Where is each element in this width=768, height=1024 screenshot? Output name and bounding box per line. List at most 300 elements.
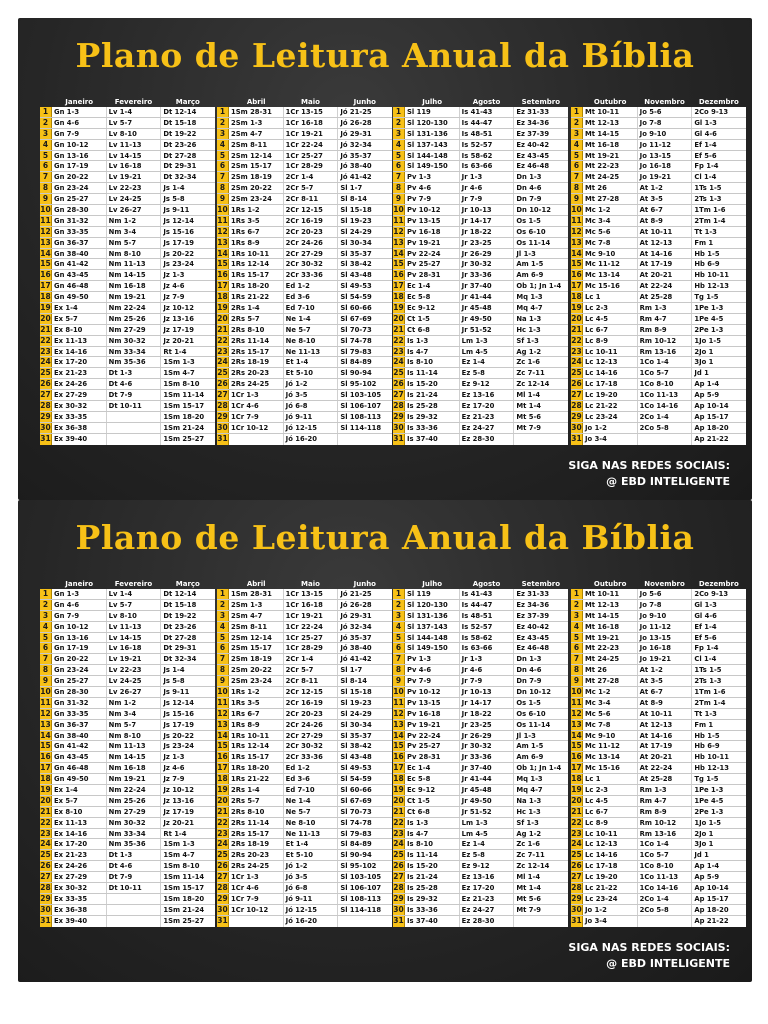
reading-cell: Jo 1-2 <box>583 423 638 433</box>
reading-cell: Mt 10-11 <box>583 107 638 117</box>
reading-cell: Sl 90-94 <box>340 851 372 860</box>
reading-cell: Pv 19-21 <box>405 238 460 248</box>
reading-cell: 1Rs 3-5 <box>229 698 284 708</box>
reading-cell: Sl 60-66 <box>340 786 372 795</box>
reading-cell: Is 21-24 <box>405 390 460 400</box>
day-number: 17 <box>217 763 228 773</box>
reading-cell: Sl 144-148 <box>405 633 460 643</box>
table-row <box>217 434 392 445</box>
reading-cell: Jd 1 <box>694 369 709 378</box>
reading-cell: Jl 1-3 <box>516 731 536 740</box>
day-number: 2 <box>40 118 52 128</box>
reading-cell: Os 1-5 <box>516 216 541 225</box>
table-row <box>217 216 392 227</box>
table-row <box>393 107 568 118</box>
day-number: 4 <box>571 140 583 150</box>
reading-cell: 2Pe 1-3 <box>694 807 724 816</box>
table-row <box>393 357 568 368</box>
reading-cell: Dt 1-3 <box>107 850 162 860</box>
day-number: 21 <box>217 324 228 334</box>
day-number: 30 <box>40 904 51 914</box>
reading-cell: Jo 7-8 <box>638 118 693 128</box>
reading-cell: Ez 31-33 <box>516 590 550 598</box>
reading-cell: Mt 26 <box>583 665 638 675</box>
reading-cell: Mc 7-8 <box>583 720 638 730</box>
month-header-row <box>217 98 392 107</box>
reading-cell: Sl 70-73 <box>340 325 372 334</box>
day-number: 25 <box>571 850 582 860</box>
reading-cell: Sl 114-118 <box>340 905 382 914</box>
month-header: Maio <box>301 580 320 588</box>
day-number: 26 <box>393 379 404 389</box>
day-number: 18 <box>217 292 228 302</box>
day-number: 8 <box>393 183 405 193</box>
table-row <box>393 807 568 818</box>
day-number: 13 <box>393 237 404 247</box>
reading-cell: Lv 19-21 <box>107 654 162 664</box>
reading-cell: Sl 74-78 <box>340 336 372 345</box>
table-row <box>393 423 568 434</box>
month-header: Outubro <box>593 98 627 106</box>
reading-cell: 2Cr 5-7 <box>284 183 339 193</box>
day-number: 30 <box>217 904 228 914</box>
table-row <box>571 731 746 742</box>
table-row <box>571 194 746 205</box>
reading-cell: At 10-11 <box>638 709 693 719</box>
reading-cell: Gn 36-37 <box>52 720 107 730</box>
table-row <box>40 698 215 709</box>
day-number: 12 <box>40 226 51 236</box>
day-number: 21 <box>217 806 228 816</box>
reading-cell <box>107 916 162 927</box>
day-number: 14 <box>40 730 51 740</box>
reading-cell: 2Rs 20-23 <box>229 850 284 860</box>
day-number: 26 <box>393 861 404 871</box>
reading-cell: Lv 16-18 <box>107 643 162 653</box>
table-row <box>40 227 215 238</box>
reading-cell: Is 58-62 <box>460 151 515 161</box>
table-row <box>571 916 746 927</box>
reading-cell: Ne 8-10 <box>284 818 339 828</box>
reading-cell: Is 8-10 <box>405 839 460 849</box>
reading-cell: Hb 12-13 <box>694 764 730 773</box>
day-number: 12 <box>393 226 404 236</box>
reading-cell: Jr 49-50 <box>460 314 515 324</box>
reading-cell: Ne 8-10 <box>284 336 339 346</box>
reading-cell: 1Co 8-10 <box>638 379 693 389</box>
reading-cell: Ap 5-9 <box>694 391 720 400</box>
table-row <box>393 731 568 742</box>
reading-cell: Dt 27-28 <box>163 151 197 160</box>
reading-cell: Jó 16-20 <box>284 916 339 927</box>
day-number: 6 <box>217 643 229 653</box>
reading-cell: Nm 22-24 <box>107 785 162 795</box>
reading-table <box>217 589 392 927</box>
table-row <box>393 140 568 151</box>
day-number: 11 <box>393 215 404 225</box>
reading-cell: Lv 22-23 <box>107 665 162 675</box>
table-row <box>393 709 568 720</box>
day-number: 28 <box>393 883 404 893</box>
table-row <box>571 622 746 633</box>
day-number: 25 <box>40 368 51 378</box>
day-number: 22 <box>393 335 404 345</box>
reading-cell: 1Sm 1-3 <box>163 358 195 367</box>
month-header: Fevereiro <box>114 580 153 588</box>
day-number: 28 <box>217 883 228 893</box>
reading-cell: Jó 1-2 <box>284 379 339 389</box>
table-row <box>40 720 215 731</box>
reading-cell: Gn 28-30 <box>52 205 107 215</box>
day-number: 19 <box>393 303 404 313</box>
reading-cell: Mt 7-9 <box>516 905 542 914</box>
day-number: 27 <box>393 390 404 400</box>
reading-cell: Jó 3-5 <box>284 872 339 882</box>
reading-cell: 2Cr 33-36 <box>284 270 339 280</box>
table-row <box>40 303 215 314</box>
reading-cell: Lc 8-9 <box>583 818 638 828</box>
table-row <box>217 227 392 238</box>
table-row <box>571 687 746 698</box>
reading-cell: Jó 35-37 <box>340 151 372 160</box>
day-number: 27 <box>571 390 582 400</box>
table-row <box>571 698 746 709</box>
month-header-row <box>571 580 746 589</box>
reading-cell: Mq 4-7 <box>516 304 543 313</box>
reading-cell: Ex 33-35 <box>52 412 107 422</box>
day-number: 10 <box>217 205 228 215</box>
reading-cell: Sf 1-3 <box>516 818 539 827</box>
reading-cell: Is 21-24 <box>405 872 460 882</box>
table-row <box>217 347 392 358</box>
reading-cell: Ap 15-17 <box>694 894 729 903</box>
reading-cell: Ap 21-22 <box>694 916 729 925</box>
reading-cell: Ec 1-4 <box>405 763 460 773</box>
reading-cell: Lm 4-5 <box>460 347 515 357</box>
day-number: 24 <box>393 357 404 367</box>
table-row <box>217 741 392 752</box>
reading-cell: 1Rs 1-2 <box>229 205 284 215</box>
table-row <box>393 205 568 216</box>
day-number: 27 <box>217 390 228 400</box>
social-handle: @ EBD INTELIGENTE <box>606 475 730 488</box>
reading-cell: 1Ts 1-5 <box>694 184 722 193</box>
day-number: 24 <box>571 357 582 367</box>
reading-cell: Dt 15-18 <box>163 600 197 609</box>
reading-cell: Sl 149-150 <box>405 643 460 653</box>
reading-cell: 2Cr 8-11 <box>284 676 339 686</box>
table-row <box>40 774 215 785</box>
table-row <box>571 905 746 916</box>
reading-cell: Ez 46-48 <box>516 644 550 653</box>
day-number: 27 <box>571 872 582 882</box>
table-row <box>571 140 746 151</box>
reading-cell: Lc 1 <box>583 774 638 784</box>
social-line-1: SIGA NAS REDES SOCIAIS: <box>568 941 730 954</box>
reading-cell: 1Sm 28-31 <box>229 589 284 599</box>
reading-cell: Ob 1; Jn 1-4 <box>516 764 562 773</box>
table-row <box>217 611 392 622</box>
table-row <box>571 390 746 401</box>
month-header: Janeiro <box>65 580 94 588</box>
table-row <box>40 905 215 916</box>
month-header-row <box>40 98 215 107</box>
reading-cell: Mc 11-12 <box>583 259 638 269</box>
reading-cell: Sl 24-29 <box>340 709 372 718</box>
reading-cell: Mc 15-16 <box>583 281 638 291</box>
reading-cell: Jr 18-22 <box>460 227 515 237</box>
reading-cell: Dt 12-14 <box>163 108 197 116</box>
table-row <box>393 633 568 644</box>
day-number: 23 <box>217 828 228 838</box>
reading-cell: Sl 67-69 <box>340 314 372 323</box>
reading-cell: Nm 5-7 <box>107 238 162 248</box>
day-number: 22 <box>40 817 51 827</box>
day-number: 16 <box>571 270 582 280</box>
reading-cell: Jr 45-48 <box>460 303 515 313</box>
reading-cell: Sl 106-107 <box>340 402 382 411</box>
reading-cell: Nm 19-21 <box>107 292 162 302</box>
day-number: 31 <box>571 433 582 443</box>
reading-cell: Js 17-19 <box>163 720 195 729</box>
table-row <box>217 259 392 270</box>
table-row <box>393 368 568 379</box>
day-number: 2 <box>217 600 229 610</box>
table-row <box>393 118 568 129</box>
day-number: 8 <box>40 183 52 193</box>
reading-cell: Jr 23-25 <box>460 720 515 730</box>
reading-cell: Ez 24-27 <box>460 905 515 915</box>
table-row <box>571 589 746 600</box>
table-row <box>393 412 568 423</box>
day-number: 23 <box>571 346 582 356</box>
reading-cell: Ez 40-42 <box>516 622 550 631</box>
table-row <box>217 709 392 720</box>
reading-cell: 1Sm 21-24 <box>163 423 205 432</box>
reading-cell: Ez 13-16 <box>460 390 515 400</box>
table-row <box>217 752 392 763</box>
table-row <box>40 829 215 840</box>
day-number: 19 <box>571 785 582 795</box>
day-number: 21 <box>393 806 404 816</box>
reading-cell: At 25-28 <box>638 292 693 302</box>
reading-cell: Jr 51-52 <box>460 325 515 335</box>
table-row <box>571 818 746 829</box>
reading-cell: Js 12-14 <box>163 216 195 225</box>
table-row <box>217 151 392 162</box>
table-row <box>217 357 392 368</box>
reading-cell: 2Tm 1-4 <box>694 698 726 707</box>
table-row <box>571 654 746 665</box>
day-number: 9 <box>217 194 229 204</box>
reading-cell: Sl 24-29 <box>340 227 372 236</box>
day-number: 8 <box>393 665 405 675</box>
reading-cell: Jz 7-9 <box>163 293 185 302</box>
reading-cell: Ap 1-4 <box>694 862 720 871</box>
day-number: 18 <box>40 292 51 302</box>
reading-cell: Sl 119 <box>405 589 460 599</box>
month-header: Maio <box>301 98 320 106</box>
reading-cell: At 14-16 <box>638 249 693 259</box>
reading-cell: 1Co 5-7 <box>638 850 693 860</box>
day-number: 15 <box>571 741 582 751</box>
reading-cell: Hb 10-11 <box>694 753 730 762</box>
social-line-1: SIGA NAS REDES SOCIAIS: <box>568 459 730 472</box>
reading-cell: Ex 17-20 <box>52 357 107 367</box>
day-number: 13 <box>217 237 228 247</box>
day-number: 7 <box>217 654 229 664</box>
reading-cell: 2Sm 18-19 <box>229 172 284 182</box>
table-row <box>571 238 746 249</box>
day-number: 31 <box>40 433 51 443</box>
reading-cell: Cl 1-4 <box>694 655 717 664</box>
reading-cell: Jr 37-40 <box>460 763 515 773</box>
day-number: 5 <box>40 151 52 161</box>
reading-cell: Pv 1-3 <box>405 654 460 664</box>
table-row <box>393 818 568 829</box>
reading-cell: Jo 19-21 <box>638 654 693 664</box>
reading-cell: Ex 8-10 <box>52 807 107 817</box>
day-number: 30 <box>571 422 582 432</box>
reading-cell: Pv 1-3 <box>405 172 460 182</box>
reading-table <box>40 589 215 927</box>
reading-cell: Mt 22-23 <box>583 643 638 653</box>
reading-cell: Lv 5-7 <box>107 118 162 128</box>
day-number: 18 <box>571 774 582 784</box>
table-row <box>217 850 392 861</box>
reading-cell: 1Rs 18-20 <box>229 281 284 291</box>
reading-cell: Mq 1-3 <box>516 775 543 784</box>
day-number: 17 <box>217 281 228 291</box>
reading-cell: Mt 14-15 <box>583 129 638 139</box>
reading-cell: Fp 1-4 <box>694 644 719 653</box>
table-row <box>40 401 215 412</box>
reading-cell: Gn 20-22 <box>52 654 107 664</box>
table-row <box>40 118 215 129</box>
month-header-row <box>217 580 392 589</box>
reading-cell: Jz 10-12 <box>163 786 194 795</box>
quarter-4 <box>571 98 746 445</box>
reading-cell: 1Sm 25-27 <box>163 434 205 443</box>
reading-cell: 1Co 1-4 <box>638 357 693 367</box>
reading-cell: Ez 34-36 <box>516 118 550 127</box>
reading-cell: Rm 1-3 <box>638 303 693 313</box>
reading-cell: Sl 67-69 <box>340 796 372 805</box>
reading-cell: At 8-9 <box>638 698 693 708</box>
day-number: 30 <box>217 422 228 432</box>
day-number: 22 <box>40 335 51 345</box>
reading-plan-card-bottom <box>18 500 752 982</box>
reading-cell: 2Ts 1-3 <box>694 195 722 204</box>
reading-cell: Ef 1-4 <box>694 622 717 631</box>
quarter-2 <box>217 98 392 445</box>
table-row <box>40 281 215 292</box>
reading-cell: Ez 43-45 <box>516 633 550 642</box>
reading-cell: 2Sm 20-22 <box>229 183 284 193</box>
reading-cell: Js 1-4 <box>163 184 185 193</box>
table-row <box>571 807 746 818</box>
reading-cell: Js 9-11 <box>163 688 190 697</box>
month-header: Julho <box>422 98 443 106</box>
reading-cell: Pv 25-27 <box>405 259 460 269</box>
reading-cell: 1Sm 18-20 <box>163 894 205 903</box>
reading-cell <box>107 412 162 422</box>
day-number: 16 <box>217 270 228 280</box>
day-number: 15 <box>40 741 51 751</box>
reading-cell: Sl 120-130 <box>405 118 460 128</box>
day-number: 15 <box>571 259 582 269</box>
reading-cell: Ap 15-17 <box>694 412 729 421</box>
month-header: Abril <box>246 580 266 588</box>
reading-cell: Mc 5-6 <box>583 227 638 237</box>
reading-cell: Dt 4-6 <box>107 379 162 389</box>
reading-cell: Dn 7-9 <box>516 677 542 686</box>
day-number: 18 <box>217 774 228 784</box>
reading-cell: Et 5-10 <box>284 850 339 860</box>
reading-cell: 2Jo 1 <box>694 829 714 838</box>
table-row <box>40 161 215 172</box>
day-number: 16 <box>40 752 51 762</box>
reading-cell: Mt 16-18 <box>583 622 638 632</box>
reading-cell: Gn 46-48 <box>52 281 107 291</box>
reading-cell: Pv 4-6 <box>405 183 460 193</box>
table-row <box>217 336 392 347</box>
reading-cell: Pv 10-12 <box>405 205 460 215</box>
reading-cell: Is 11-14 <box>405 368 460 378</box>
table-row <box>393 303 568 314</box>
reading-cell: Dt 29-31 <box>163 162 197 171</box>
reading-cell: Is 44-47 <box>460 600 515 610</box>
reading-cell: Gl 4-6 <box>694 129 717 138</box>
reading-cell: Jo 9-10 <box>638 611 693 621</box>
reading-cell: Ex 36-38 <box>52 423 107 433</box>
table-row <box>40 785 215 796</box>
table-row <box>217 379 392 390</box>
reading-cell: Is 63-66 <box>460 161 515 171</box>
reading-cell: At 22-24 <box>638 281 693 291</box>
reading-cell <box>338 916 392 927</box>
day-number: 17 <box>571 281 582 291</box>
reading-cell: 1Cr 4-6 <box>229 401 284 411</box>
day-number: 13 <box>40 719 51 729</box>
reading-cell: 1Sm 4-7 <box>163 369 195 378</box>
table-row <box>40 205 215 216</box>
reading-cell: Is 58-62 <box>460 633 515 643</box>
table-row <box>217 281 392 292</box>
reading-cell: 1Cr 22-24 <box>284 140 339 150</box>
reading-cell: Gn 46-48 <box>52 763 107 773</box>
reading-cell: Sf 1-3 <box>516 336 539 345</box>
table-row <box>40 839 215 850</box>
day-number: 31 <box>393 915 404 925</box>
day-number: 25 <box>40 850 51 860</box>
reading-cell: Jr 4-6 <box>460 665 515 675</box>
reading-cell: Jr 4-6 <box>460 183 515 193</box>
reading-cell: 1Rs 1-2 <box>229 687 284 697</box>
table-row <box>40 412 215 423</box>
day-number: 14 <box>571 248 582 258</box>
reading-cell: Ef 1-4 <box>694 140 717 149</box>
reading-cell: Hb 10-11 <box>694 271 730 280</box>
day-number: 1 <box>40 589 52 599</box>
reading-table <box>571 589 746 927</box>
day-number: 1 <box>571 589 583 599</box>
reading-cell: Ez 24-27 <box>460 423 515 433</box>
reading-cell: 1Sm 25-27 <box>163 916 205 925</box>
reading-cell <box>107 905 162 915</box>
reading-cell: 1Co 11-13 <box>638 390 693 400</box>
table-row <box>393 270 568 281</box>
